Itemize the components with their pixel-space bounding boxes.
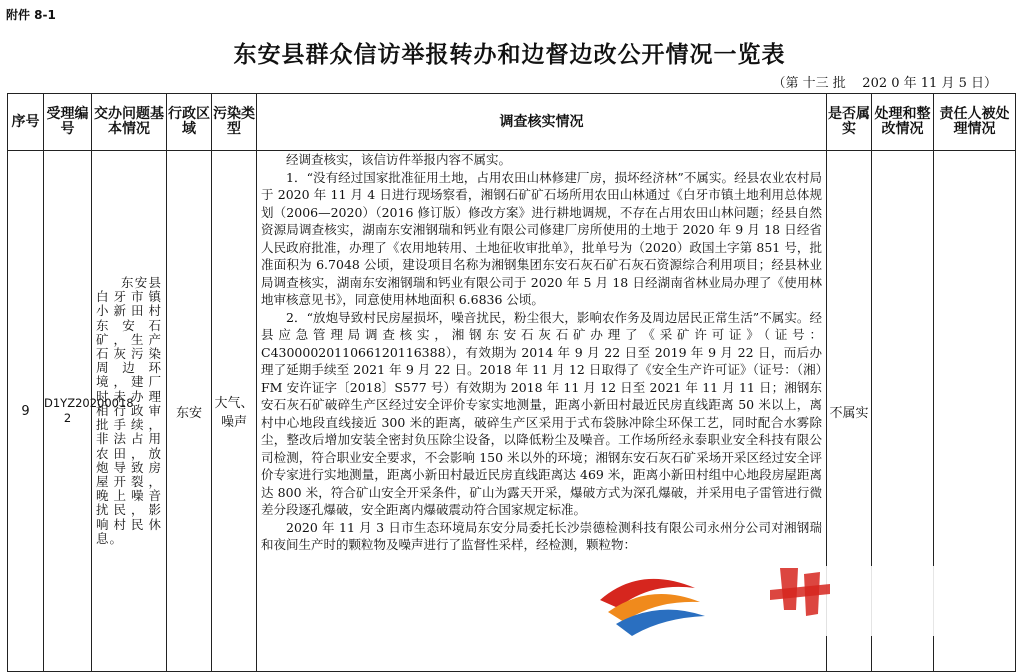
- attachment-label: 附件 8-1: [6, 8, 56, 22]
- header-region: 行政区域: [167, 94, 212, 151]
- investigation-paragraph: 1．“没有经过国家批准征用土地，占用农田山林修建厂房，损坏经济林”不属实。经县农业农村局于 2020 年 11 月 4 日进行现场察看，湘钢石矿矿石场所用农田山林通过《白牙市镇土地利用总体规划（2006—2020）（2016 修订版）修改方案》进行耕地调规，不存在占用农田山林问题；经县自然资源局调查核实，湖南东安湘钢瑞和钙业有限公司修建厂房所使用的土地于 2020 年 9 月 18 日经省人民政府批准，办理了《农用地转用、土地征收审批单》，批单号为（2020）政国土字第 851 号，批准面积为 6.7048 公顷，建设项目名称为湘钢集团东安石灰石矿石灰石资源综合利用项目；经县林业局调查核实，湖南东安湘钢瑞和钙业有限公司于 2020 年 5 月 18 日经湖南省林业局办理了《使用林地审核意见书》，同意使用林地面积 6.6836 公顷。: [261, 169, 822, 307]
- investigation-paragraph: 2020 年 11 月 3 日市生态环境局东安分局委托长沙崇德检测科技有限公司永州分公司对湘钢瑞和夜间生产时的颗粒物及噪声进行了监督性采样，经检测，颗粒物：: [261, 519, 822, 552]
- cell-seq: 9: [8, 151, 44, 672]
- header-handling: 处理和整改情况: [872, 94, 934, 151]
- petition-table: [7, 93, 1016, 672]
- header-pollution: 污染类型: [212, 94, 257, 151]
- header-code: 受理编号: [44, 94, 92, 151]
- header-row: [8, 94, 1016, 151]
- batch-date-line: （第 十三 批 202 0 年 11 月 5 日）: [772, 76, 997, 91]
- cell-investigation: [257, 151, 827, 672]
- header-investigation: 调查核实情况: [257, 94, 827, 151]
- cell-region: 东安: [167, 151, 212, 672]
- cell-pollution: 大气、噪声: [212, 151, 257, 672]
- header-accountability: 责任人被处理情况: [934, 94, 1016, 151]
- header-issue: 交办问题基本情况: [92, 94, 167, 151]
- cell-code: D1YZ20200018 2: [44, 151, 92, 672]
- cell-issue: 东安县白牙市镇小新田村东安石矿，生产石灰污染周边环境，建厂时未办理相行政审批手续，非法占用农田，放炮导致房屋开裂，晚上噪音扰民，影响村民休息。: [92, 151, 167, 672]
- page-title: 东安县群众信访举报转办和边督边改公开情况一览表: [233, 42, 786, 68]
- header-seq: 序号: [8, 94, 44, 151]
- cell-accountability: [934, 151, 1016, 672]
- investigation-paragraph: 2．“放炮导致村民房屋损坏，噪音扰民，粉尘很大，影响农作务及周边居民正常生活”不属实。经县应急管理局调查核实，湘钢东安石灰石矿办理了《采矿许可证》（证号：C4300002011066120116388），有效期为 2014 年 9 月 22 日至 2019 年 9 月 22 日，而后办理了延期手续至 2021 年 9 月 22 日。2018 年 11 月 12 日取得了《安全生产许可证》（证号：（湘）FM 安许证字〔2018〕S577 号）有效期为 2018 年 11 月 12 日至 2021 年 11 月 11 日；湘钢东安石灰石矿破碎生产区经过安全评价专家实地测量，距离小新田村最近民房直线距离 50 米以上，离村中心地段直线接近 300 米的距离，破碎生产区采用于式布袋脉冲除尘环保工艺，同时配合水雾除尘，整改后增加安装全密封负压除尘设备，以降低粉尘及噪音。工作场所经永泰职业安全科技有限公司检测，符合职业安全要求，不会影响 150 米以外的环境；湘钢东安石灰石矿采场开采区经过安全评价专家进行实地测量，距离小新田村最近民房直线距离达 469 米，距离小新田村组中心地段房屋距离达 800 米，符合矿山安全开采条件，矿山为露天开采，爆破方式为深孔爆破，并采用电子雷管进行微差分段逐孔爆破，安全距离内爆破震动符合国家规定标准。: [261, 309, 822, 517]
- header-verified: 是否属实: [827, 94, 872, 151]
- cell-verified: 不属实: [827, 151, 872, 672]
- investigation-paragraph: 经调查核实，该信访件举报内容不属实。: [286, 152, 512, 167]
- table-row: [8, 151, 1016, 672]
- cell-handling: [872, 151, 934, 672]
